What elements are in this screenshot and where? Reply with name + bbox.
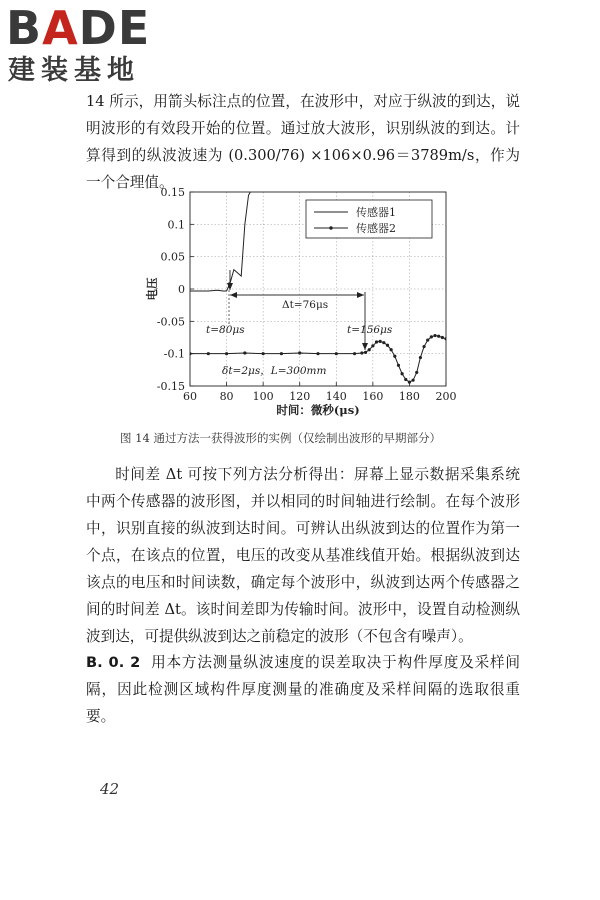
y-tick-label: 0 (178, 283, 185, 296)
legend-marker-sensor-2 (329, 226, 332, 229)
paragraph-3-text: 用本方法测量纵波速度的误差取决于构件厚度及采样间隔，因此检测区域构件厚度测量的准确度及采样间隔的选取很重要。 (86, 654, 520, 725)
chart-legend (306, 200, 432, 238)
paragraph-3 (86, 649, 520, 730)
data-point-sensor-2 (437, 335, 440, 338)
x-tick-label: 100 (252, 390, 274, 403)
chart-annotations (206, 270, 393, 377)
data-point-sensor-2 (390, 348, 393, 351)
data-point-sensor-2 (243, 351, 246, 354)
logo-letter-a: A (42, 1, 79, 55)
y-tick-label: -0.15 (156, 380, 185, 393)
legend-label-sensor-1: 传感器1 (356, 206, 396, 219)
y-tick-label: 0.1 (167, 218, 185, 232)
page-number: 42 (100, 780, 120, 798)
dt-label: Δt=76μs (282, 299, 329, 311)
data-point-sensor-2 (433, 334, 436, 337)
logo-wordmark (6, 1, 151, 55)
x-tick-label: 200 (435, 390, 457, 403)
x-tick-label: 180 (398, 390, 420, 403)
data-point-sensor-2 (386, 344, 389, 347)
section-number: B. 0. 2 (86, 654, 141, 671)
data-point-sensor-2 (404, 378, 407, 381)
data-point-sensor-2 (379, 340, 382, 343)
data-point-sensor-2 (415, 371, 418, 374)
data-point-sensor-2 (444, 337, 447, 340)
data-point-sensor-2 (280, 352, 283, 355)
data-point-sensor-2 (441, 336, 444, 339)
data-point-sensor-2 (382, 341, 385, 344)
t1-label: t=80μs (206, 324, 245, 336)
logo-subtitle: 建装基地 (8, 55, 140, 86)
paragraph-1: 14 所示，用箭头标注点的位置，在波形中，对应于纵波的到达，说明波形的有效段开始的位置。通过放大波形，识别纵波的到达。计算得到的纵波波速为 (0.300/76) ×106×0.96＝3789m/s，作为一个合理值。 (86, 93, 520, 191)
x-tick-label: 80 (219, 390, 234, 403)
legend-label-sensor-2: 传感器2 (356, 222, 396, 235)
x-axis-label: 时间：微秒(μs) (276, 403, 360, 417)
figure-caption: 图 14 通过方法一获得波形的实例（仅绘制出波形的早期部分） (120, 431, 441, 445)
x-tick-label: 140 (325, 390, 347, 403)
data-point-sensor-2 (368, 348, 371, 351)
data-point-sensor-2 (408, 381, 411, 384)
params-label: δt=2μs，L=300mm (222, 365, 327, 377)
data-point-sensor-2 (225, 352, 228, 355)
data-point-sensor-2 (262, 352, 265, 355)
x-tick-label: 160 (362, 390, 384, 403)
y-tick-label: 0.05 (160, 250, 185, 264)
data-point-sensor-2 (335, 352, 338, 355)
y-tick-label: -0.1 (163, 347, 185, 361)
bade-logo (6, 1, 176, 88)
data-point-sensor-2 (426, 338, 429, 341)
data-point-sensor-2 (353, 352, 356, 355)
waveform-chart (134, 186, 464, 422)
data-point-sensor-2 (316, 352, 319, 355)
data-point-sensor-2 (393, 355, 396, 358)
logo-letters-de: DE (78, 1, 151, 55)
data-point-sensor-2 (371, 344, 374, 347)
data-point-sensor-2 (364, 351, 367, 354)
x-tick-label: 60 (183, 390, 197, 403)
data-point-sensor-2 (188, 352, 191, 355)
series-line-sensor-1 (190, 189, 252, 291)
x-tick-label: 120 (289, 390, 311, 403)
paragraph-2: 时间差 Δt 可按下列方法分析得出：屏幕上显示数据采集系统中两个传感器的波形图，并以相同的时间轴进行绘制。在每个波形中，识别直接的纵波到达时间。可辨认出纵波到达的位置作为第一个点，在该点的位置，电压的改变从基准线值开始。根据纵波到达该点的电压和时间读数，确定每个波形中，纵波到达两个传感器之间的时间差 Δt。该时间差即为传输时间。波形中，设置自动检测纵波到达，可提供纵波到达之前稳定的波形（不包含有噪声）。 (86, 466, 520, 645)
data-point-sensor-2 (430, 335, 433, 338)
data-point-sensor-2 (401, 372, 404, 375)
y-tick-label: -0.05 (156, 315, 185, 329)
data-point-sensor-2 (422, 345, 425, 348)
y-tick-label: 0.15 (160, 186, 185, 199)
t2-label: t=156μs (347, 324, 393, 336)
data-point-sensor-2 (397, 364, 400, 367)
data-point-sensor-2 (298, 351, 301, 354)
data-point-sensor-2 (207, 352, 210, 355)
data-point-sensor-2 (360, 351, 363, 354)
y-axis-label: 电压 (145, 277, 159, 301)
data-point-sensor-2 (411, 379, 414, 382)
logo-letter-b: B (6, 1, 43, 55)
data-point-sensor-2 (419, 356, 422, 359)
data-point-sensor-2 (375, 340, 378, 343)
